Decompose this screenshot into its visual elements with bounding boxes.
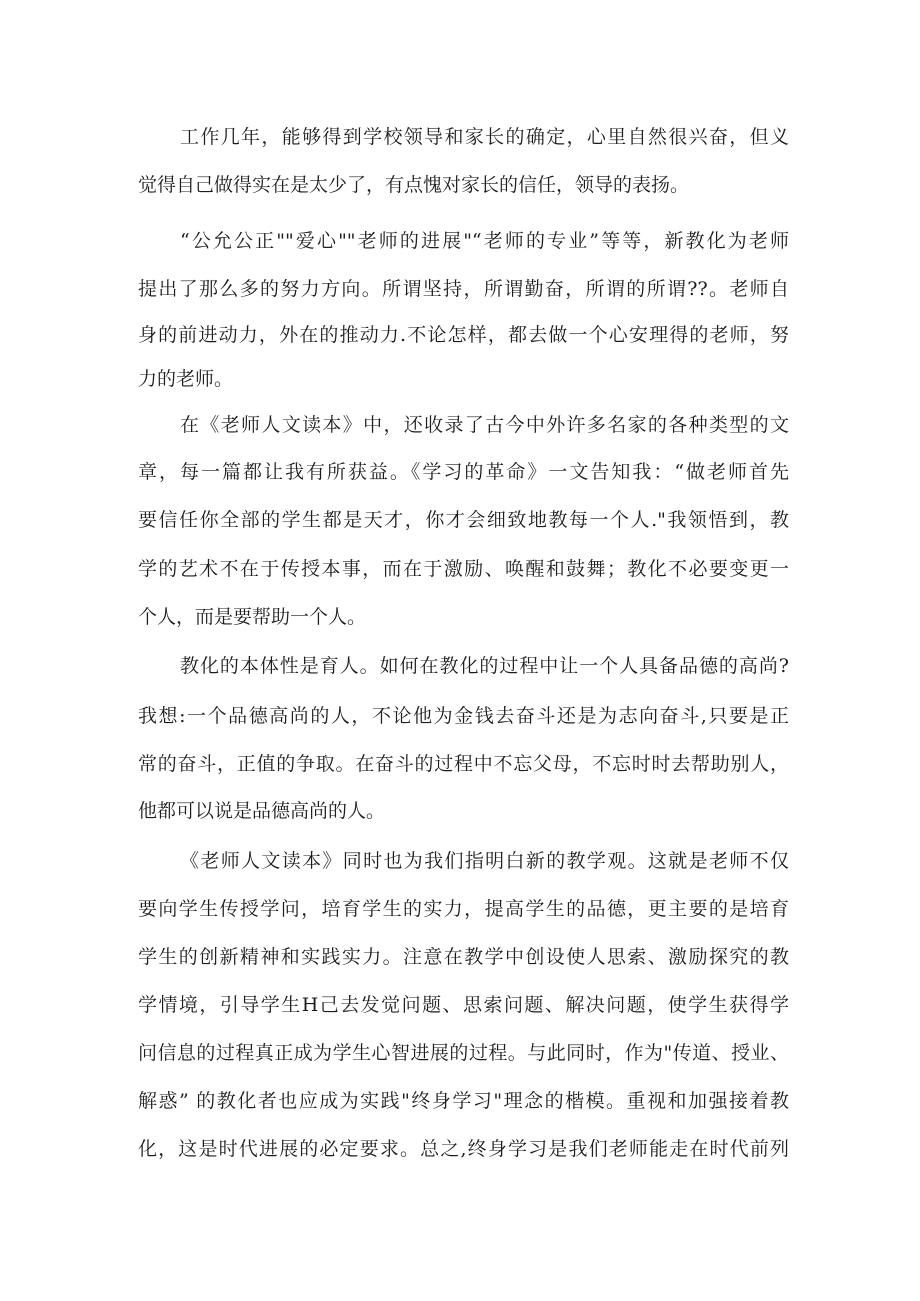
text-line: “公允公正""爱心""老师的进展"“老师的专业”等等，新教化为老师: [180, 230, 789, 252]
text-line: 问信息的过程真正成为学生心智进展的过程。与此同时，作为"传道、授业、: [138, 1042, 789, 1064]
text-line: 化，这是时代进展的必定要求。总之,终身学习是我们老师能走在时代前列: [138, 1138, 789, 1160]
text-line: 学生的创新精神和实践实力。注意在教学中创设使人思索、激励探究的教: [138, 946, 789, 968]
text-line: 力的老师。: [138, 368, 234, 390]
text-line: 学情境，引导学生H己去发觉问题、思索问题、解决问题，使学生获得学: [138, 994, 789, 1016]
text-line: 常的奋斗，正值的争取。在奋斗的过程中不忘父母，不忘时时去帮助别人，: [138, 753, 789, 775]
text-line: 身的前进动力，外在的推动力.不论怎样，都去做一个心安理得的老师，努: [138, 324, 789, 346]
text-line: 他都可以说是品德高尚的人。: [138, 800, 386, 822]
text-line: 解惑” 的教化者也应成为实践"终身学习"理念的楷模。重视和加强接着教: [138, 1090, 789, 1112]
text-line: 学的艺术不在于传授本事，而在于激励、唤醒和鼓舞；教化不必要变更一: [138, 558, 789, 580]
text-line: 觉得自己做得实在是太少了，有点愧对家长的信任，领导的表扬。: [138, 174, 690, 196]
text-line: 要向学生传授学问，培育学生的实力，提高学生的品德，更主要的是培育: [138, 898, 789, 920]
text-line: 章，每一篇都让我有所获益。《学习的革命》一文告知我：“做老师首先: [138, 461, 789, 483]
text-line: 在《老师人文读本》中，还收录了古今中外许多名家的各种类型的文: [180, 414, 789, 436]
text-line: 要信任你全部的学生都是天才，你才会细致地教每一个人."我领悟到，教: [138, 509, 789, 531]
text-line: 个人，而是要帮助一个人。: [138, 606, 367, 628]
text-line: 提出了那么多的努力方向。所谓坚持，所谓勤奋，所谓的所谓??。老师自: [138, 278, 789, 300]
text-line: 《老师人文读本》同时也为我们指明白新的教学观。这就是老师不仅: [180, 850, 789, 872]
text-line: 教化的本体性是育人。如何在教化的过程中让一个人具备品德的高尚?: [180, 655, 789, 677]
text-line: 工作几年，能够得到学校领导和家长的确定，心里自然很兴奋，但义: [180, 126, 789, 148]
text-line: 我想:一个品德高尚的人，不论他为金钱去奋斗还是为志向奋斗,只要是正: [138, 705, 789, 727]
